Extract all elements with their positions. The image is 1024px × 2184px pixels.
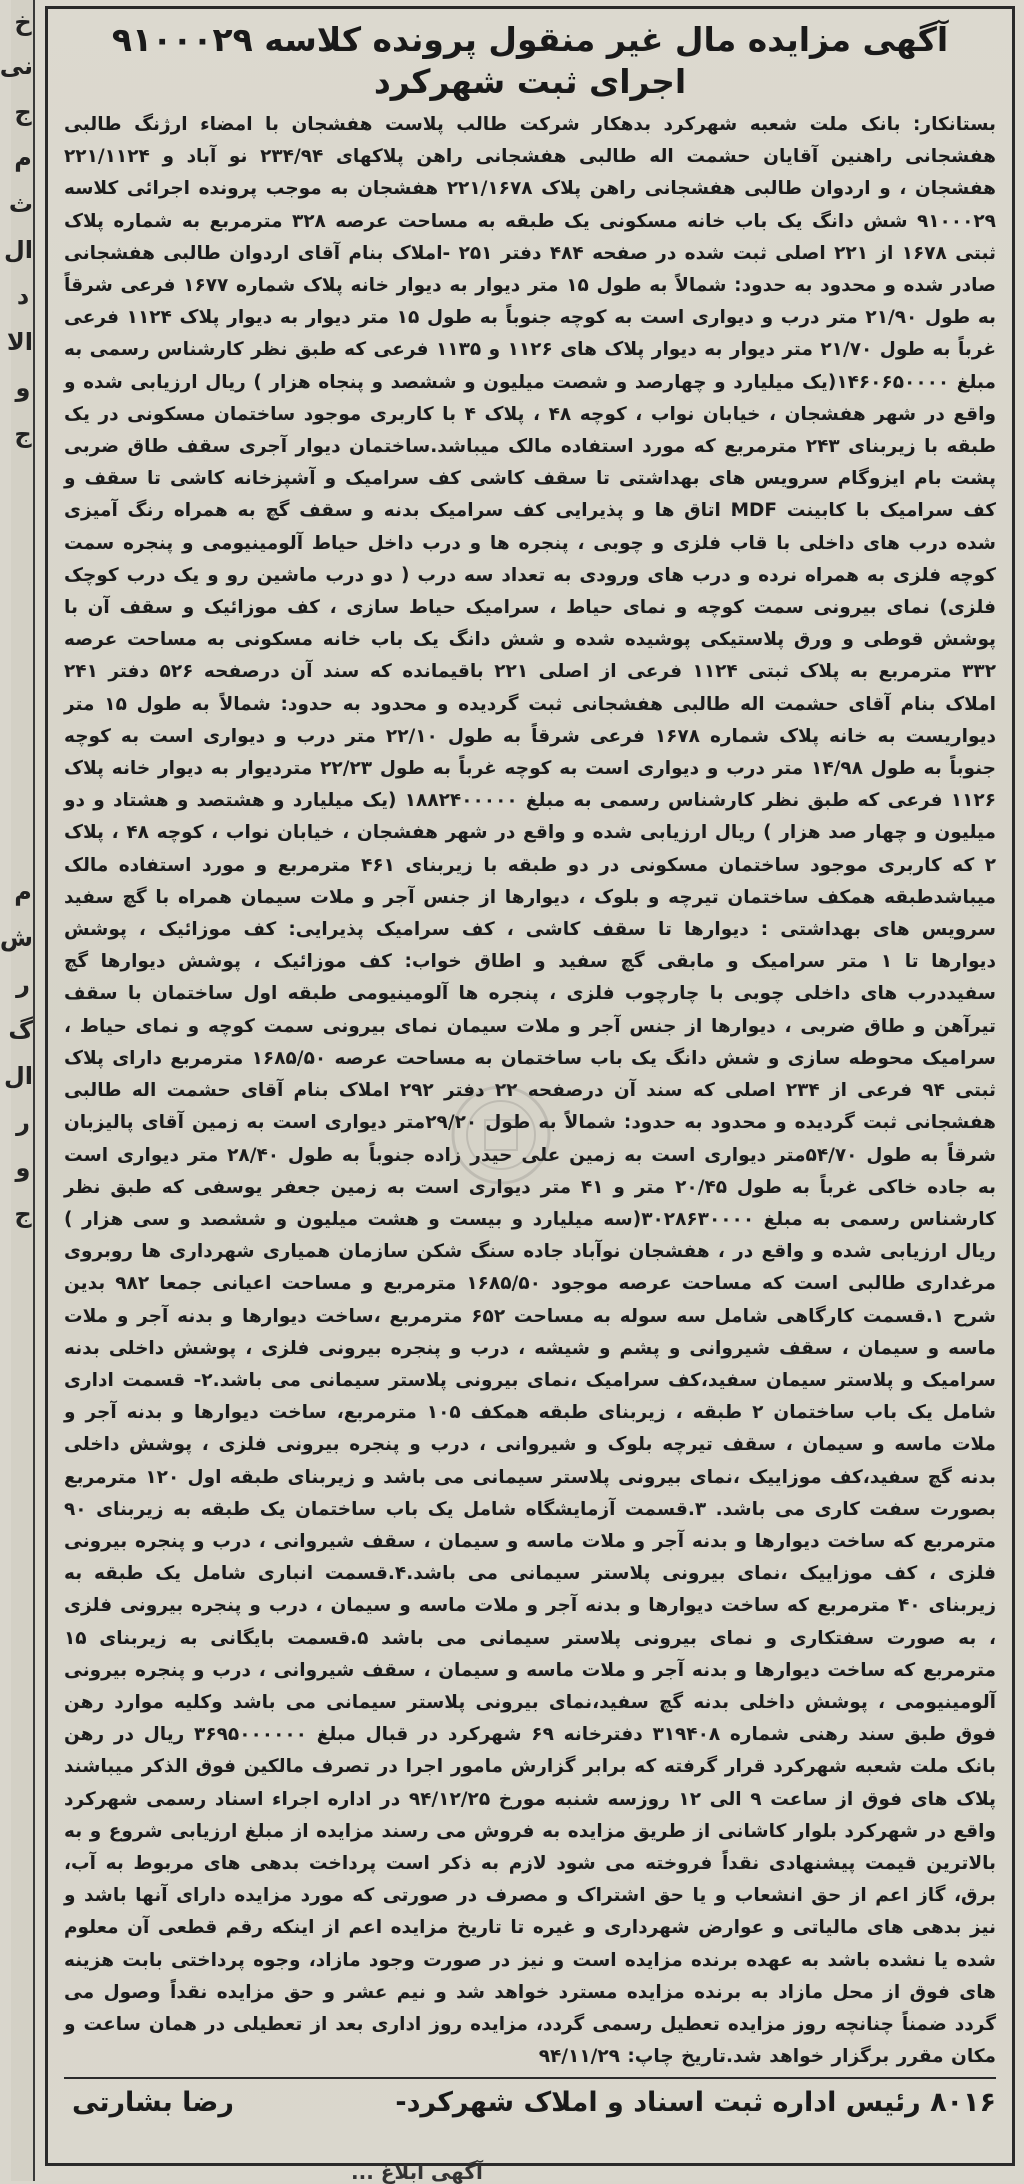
signature-office: ۸۰۱۶ رئیس اداره ثبت اسناد و املاک شهرکرد- (395, 2087, 996, 2119)
fragment-text: نی (0, 52, 33, 80)
fragment-text: م (14, 878, 32, 906)
fragment-text: ش (0, 924, 33, 952)
fragment-text: د (16, 282, 30, 310)
adjacent-column-fragment (0, 0, 35, 2181)
fragment-text: ث (8, 190, 33, 218)
fragment-text: و (15, 1154, 31, 1182)
fragment-text: ج (14, 98, 32, 126)
signature-name: رضا بشارتی (72, 2087, 234, 2119)
fragment-text: خ (14, 8, 32, 36)
next-notice-fragment: آگهی ابلاغ ... (351, 2160, 483, 2184)
newspaper-logo-watermark-icon (431, 1080, 571, 1190)
notice-title: آگهی مزایده مال غیر منقول پرونده کلاسه ۹۱۰۰۰۲۹ اجرای ثبت شهرکرد (111, 20, 949, 101)
notice-signature (64, 2077, 996, 2123)
fragment-text: الا (6, 328, 33, 356)
fragment-text: ر (16, 1108, 30, 1136)
fragment-text: ال (3, 236, 33, 264)
fragment-text: گ (8, 1016, 33, 1044)
notice-body: بستانکار: بانک ملت شعبه شهرکرد بدهکار شرکت طالب پلاست هفشجان با امضاء ارژنگ طالبی هفشجانی راهنین آقایان حشمت اله طالبی هفشجانی راهن پلاکهای ۲۳۴/۹۴ نو آباد و ۲۲۱/۱۱۲۴ هفشجان ، و اردوان طالبی هفشجانی راهن پلاک ۲۲۱/۱۶۷۸ هفشجان به موجب پرونده اجرائی کلاسه ۹۱۰۰۰۲۹ شش دانگ یک باب خانه مسکونی یک طبقه به مساحت عرصه ۳۲۸ مترمربع به شماره پلاک ثبتی ۱۶۷۸ از ۲۲۱ اصلی ثبت شده در صفحه ۴۸۴ دفتر ۲۵۱ -املاک بنام آقای اردوان طالبی هفشجانی صادر شده و محدود به حدود: شمالاً به طول ۱۵ متر دیوار به دیوار خانه پلاک شماره ۱۶۷۷ فرعی شرقاً به طول ۲۱/۹۰ متر درب و دیواری است به کوچه جنوباً به طول ۱۵ متر دیوار به دیوار پلاک ۱۱۲۴ فرعی غرباً به طول ۲۱/۷۰ متر دیوار به دیوار پلاک های ۱۱۲۶ و ۱۱۳۵ فرعی که طبق نظر کارشناس رسمی به مبلغ ۱۴۶۰۶۵۰۰۰۰(یک میلیارد و چهارصد و شصت میلیون و ششصد و پنجاه هزار ) ریال ارزیابی شده و واقع در شهر هفشجان ، خیابان نواب ، کوچه ۴۸ ، پلاک ۴ با کاربری موجود ساختمان مسکونی در یک طبقه با زیربنای ۲۴۳ مترمربع که مورد استفاده مالک میباشد.ساختمان دیوار آجری سقف طاق ضربی پشت بام ایزوگام سرویس های بهداشتی تا سقف کاشی کف سرامیک و آشپزخانه کاشی تا سقف و کف سرامیک با کابینت MDF اتاق ها و پذیرایی کف سرامیک بدنه و سقف گچ به همراه رنگ آمیزی شده درب های داخلی با قاب فلزی و چوبی ، پنجره ها و درب داخل حیاط آلومینیومی و پنجره سمت کوچه فلزی به همراه نرده و درب های ورودی به تعداد سه درب ( دو درب ماشین رو و یک درب کوچک فلزی) نمای بیرونی سمت کوچه و نمای حیاط ، سرامیک حیاط سازی ، کف موزائیک و سقف آن با پوشش قوطی و ورق پلاستیکی پوشیده شده و شش دانگ یک باب خانه مسکونی به مساحت عرصه ۳۳۲ مترمربع به پلاک ثبتی ۱۱۲۴ فرعی از اصلی ۲۲۱ باقیمانده که سند آن درصفحه ۵۲۶ دفتر ۲۴۱ املاک بنام آقای حشمت اله طالبی هفشجانی ثبت گردیده و محدود به حدود: شمالاً به طول ۱۵ متر دیواریست به خانه پلاک شماره ۱۶۷۸ فرعی شرقاً به طول ۲۲/۱۰ متر درب و دیواری است به کوچه جنوباً به طول ۱۴/۹۸ متر درب و دیواری است به کوچه غرباً به طول ۲۲/۲۳ متردیوار به دیوار خانه پلاک ۱۱۲۶ فرعی که طبق نظر کارشناس رسمی به مبلغ ۱۸۸۲۴۰۰۰۰۰ (یک میلیارد و هشتصد و هشتاد و دو میلیون و چهار صد هزار ) ریال ارزیابی شده و واقع در شهر هفشجان ، خیابان نواب ، کوچه ۴۸ ، پلاک ۲ که کاربری موجود ساختمان مسکونی در دو طبقه با زیربنای ۴۶۱ مترمربع و مورد استفاده مالک میباشدطبقه همکف ساختمان تیرچه و بلوک ، دیوارها از جنس آجر و ملات سیمان همراه با گچ سفید سرویس های بهداشتی : دیوارها تا سقف کاشی ، کف سرامیک پذیرایی: کف موزائیک ، پوشش دیوارها تا ۱ متر سرامیک و مابقی گچ سفید و اطاق خواب: کف موزائیک ، پوشش دیوارها گچ سفیددرب های داخلی چوبی با چارچوب فلزی ، پنجره ها آلومینیومی طبقه اول ساختمان با سقف تیرآهن و طاق ضربی ، دیوارها از جنس آجر و ملات سیمان نمای بیرونی سمت کوچه و نمای حیاط ، سرامیک محوطه سازی و شش دانگ یک باب ساختمان به مساحت عرصه ۱۶۸۵/۵۰ مترمربع دارای پلاک ثبتی ۹۴ فرعی از ۲۳۴ اصلی که سند آن درصفحه ۲۲ دفتر ۲۹۲ املاک بنام آقای حشمت اله طالبی هفشجانی ثبت گردیده و محدود به حدود: شمالاً به طول ۲۹/۲۰متر دیواری است به زمین آقای پالیزبان شرقاً به طول ۵۴/۷۰متر دیواری است به زمین علی حیدر زاده جنوباً به طول ۲۸/۴۰ متر دیواری است به جاده خاکی غرباً به طول ۲۰/۴۵ متر و ۴۱ متر دیواری است به زمین جعفر یوسفی که طبق نظر کارشناس رسمی به مبلغ ۳۰۲۸۶۳۰۰۰۰(سه میلیارد و بیست و هشت میلیون و ششصد و سی هزار ) ریال ارزیابی شده و واقع در ، هفشجان نوآباد جاده سنگ شکن سازمان همیاری شهرداری ها روبروی مرغداری طالبی است که مساحت عرصه موجود ۱۶۸۵/۵۰ مترمربع و مساحت اعیانی جمعا ۹۸۲ بدین شرح ۱.قسمت کارگاهی شامل سه سوله به مساحت ۶۵۲ مترمربع ،ساخت دیوارها و بدنه آجر و ملات ماسه و سیمان ، سقف شیروانی و پشم و شیشه ، درب و پنجره بیرونی فلزی ، پوشش داخلی بدنه سرامیک و پلاستر سیمان سفید،کف سرامیک ،نمای بیرونی پلاستر سیمانی می باشد.۲- قسمت اداری شامل یک باب ساختمان ۲ طبقه ، زیربنای طبقه همکف ۱۰۵ مترمربع، ساخت دیوارها و بدنه آجر و ملات ماسه و سیمان ، سقف تیرچه بلوک و شیروانی ، درب و پنجره بیرونی فلزی ، پوشش داخلی بدنه گچ سفید،کف موزاییک ،نمای بیرونی پلاستر سیمانی می باشد و زیربنای طبقه اول ۱۲۰ مترمربع بصورت سفت کاری می باشد. ۳.قسمت آزمایشگاه شامل یک باب ساختمان یک طبقه به زیربنای ۹۰ مترمربع که ساخت دیوارها و بدنه آجر و ملات ماسه و سیمان ، سقف شیروانی ، درب و پنجره بیرونی فلزی ، کف موزاییک ،نمای بیرونی پلاستر سیمانی می باشد.۴.قسمت انباری شامل یک طبقه به زیربنای ۴۰ مترمربع که ساخت دیوارها و بدنه آجر و ملات ماسه و سیمان ، درب و پنجره بیرونی فلزی ، به صورت سفتکاری و نمای بیرونی پلاستر سیمانی می باشد ۵.قسمت بایگانی به زیربنای ۱۵ مترمربع که ساخت دیوارها و بدنه آجر و ملات ماسه و سیمان ، سقف شیروانی ، درب و پنجره بیرونی آلومینیومی ، پوشش داخلی بدنه گچ سفید،نمای بیرونی پلاستر سیمانی می باشد وکلیه موارد رهن فوق طبق سند رهنی شماره ۳۱۹۴۰۸ دفترخانه ۶۹ شهرکرد در قبال مبلغ ۳۶۹۵۰۰۰۰۰۰ ریال در رهن بانک ملت شعبه شهرکرد قرار گرفته که برابر گزارش مامور اجرا در تصرف مالکین فوق الذکر میباشند پلاک های فوق از ساعت ۹ الی ۱۲ روزسه شنبه مورخ ۹۴/۱۲/۲۵ در اداره اجراء اسناد رسمی شهرکرد واقع در شهرکرد بلوار کاشانی از طریق مزایده به فروش می رسند مزایده از مبلغ ارزیابی شروع و به بالاترین قیمت پیشنهادی نقداً فروخته می شود لازم به ذکر است پرداخت بدهی های مربوط به آب، برق، گاز اعم از حق انشعاب و یا حق اشتراک و مصرف در صورتی که مورد مزایده دارای آنها باشد و نیز بدهی های مالیاتی و عوارض شهرداری و غیره تا تاریخ مزایده اعم از اینکه رقم قطعی آن معلوم شده یا نشده باشد به عهده برنده مزایده است و نیز در صورت وجود مازاد، وجوه پرداختی بابت هزینه های فوق از محل مازاد به برنده مزایده مسترد خواهد شد و نیم عشر و حق مزایده نقداً وصول می گردد ضمناً چنانچه روز مزایده تعطیل رسمی گردد، مزایده روز اداری بعد از تعطیلی در همان ساعت و مکان مقرر برگزار خواهد شد.تاریخ چاپ: ۹۴/۱۱/۲۹ (64, 114, 997, 2068)
fragment-text: ج (14, 420, 32, 448)
fragment-text: ر (16, 970, 30, 998)
fragment-text: م (14, 144, 32, 172)
fragment-text: و (15, 374, 31, 402)
fragment-text: ج (14, 1200, 32, 1228)
fragment-text: ال (3, 1062, 33, 1090)
